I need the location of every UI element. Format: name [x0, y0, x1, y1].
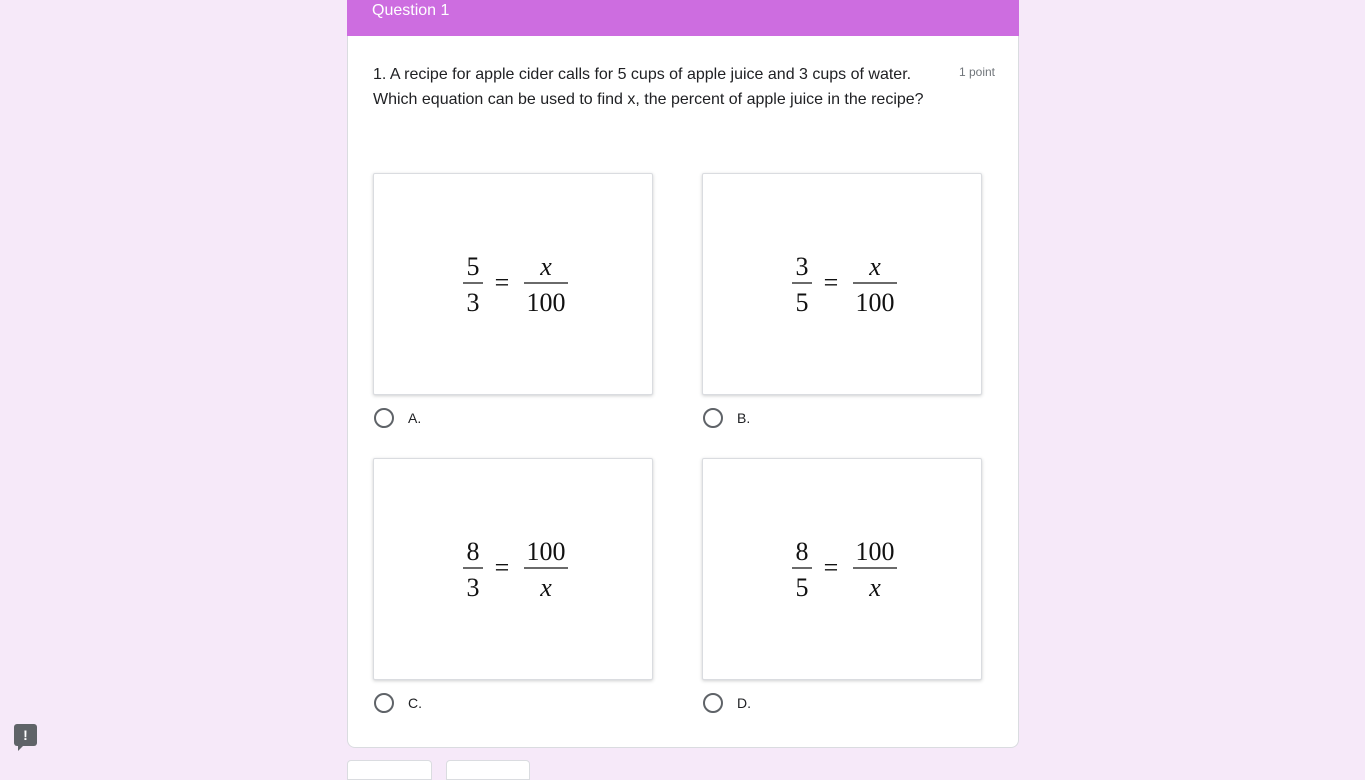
section-header	[347, 0, 1019, 36]
back-button[interactable]	[347, 760, 432, 780]
eq-right-numerator: 100	[526, 537, 566, 566]
option-d	[702, 458, 986, 714]
eq-equals: =	[823, 268, 839, 297]
eq-right-denominator: x	[869, 573, 881, 602]
eq-left-numerator: 5	[466, 252, 480, 281]
option-d-radio[interactable]	[703, 693, 723, 713]
option-c-image	[373, 458, 653, 680]
eq-right-numerator: 100	[855, 537, 895, 566]
next-button[interactable]	[446, 760, 530, 780]
eq-left-numerator: 8	[795, 537, 809, 566]
question-card	[347, 36, 1019, 748]
eq-right-denominator: x	[540, 573, 552, 602]
eq-left-denominator: 3	[466, 573, 480, 602]
option-c-label-row[interactable]	[373, 692, 657, 714]
eq-left-denominator: 5	[795, 573, 809, 602]
option-b	[702, 173, 986, 429]
report-glyph: !	[23, 727, 28, 743]
eq-left-numerator: 8	[466, 537, 480, 566]
question-row	[373, 62, 995, 112]
eq-equals: =	[494, 553, 510, 582]
option-c-radio[interactable]	[374, 693, 394, 713]
question-text: 1. A recipe for apple cider calls for 5 cups of apple juice and 3 cups of water. Which equation can be used to find x, the percent of apple juice in the recipe?	[373, 66, 924, 108]
option-c-label[interactable]: C.	[408, 695, 422, 711]
report-problem-icon[interactable]	[14, 724, 37, 746]
option-b-label[interactable]: B.	[737, 410, 751, 426]
eq-equals: =	[823, 553, 839, 582]
option-d-label-row[interactable]	[702, 692, 986, 714]
section-title: Question 1	[372, 2, 450, 19]
points-label: 1 point	[958, 65, 995, 79]
option-a-radio[interactable]	[374, 408, 394, 428]
option-c	[373, 458, 657, 714]
option-a-image	[373, 173, 653, 395]
option-d-equation	[782, 534, 902, 604]
option-b-image	[702, 173, 982, 395]
eq-left-numerator: 3	[795, 252, 809, 281]
option-c-equation	[453, 534, 573, 604]
option-a	[373, 173, 657, 429]
option-b-equation	[782, 249, 902, 319]
eq-equals: =	[494, 268, 510, 297]
option-d-image	[702, 458, 982, 680]
eq-right-numerator: x	[540, 252, 552, 281]
option-a-label-row[interactable]	[373, 407, 657, 429]
option-b-label-row[interactable]	[702, 407, 986, 429]
option-d-label[interactable]: D.	[737, 695, 751, 711]
eq-right-denominator: 100	[855, 288, 895, 317]
eq-right-denominator: 100	[526, 288, 566, 317]
eq-right-numerator: x	[869, 252, 881, 281]
option-a-equation	[453, 249, 573, 319]
eq-left-denominator: 3	[466, 288, 480, 317]
eq-left-denominator: 5	[795, 288, 809, 317]
option-a-label[interactable]: A.	[408, 410, 422, 426]
option-b-radio[interactable]	[703, 408, 723, 428]
